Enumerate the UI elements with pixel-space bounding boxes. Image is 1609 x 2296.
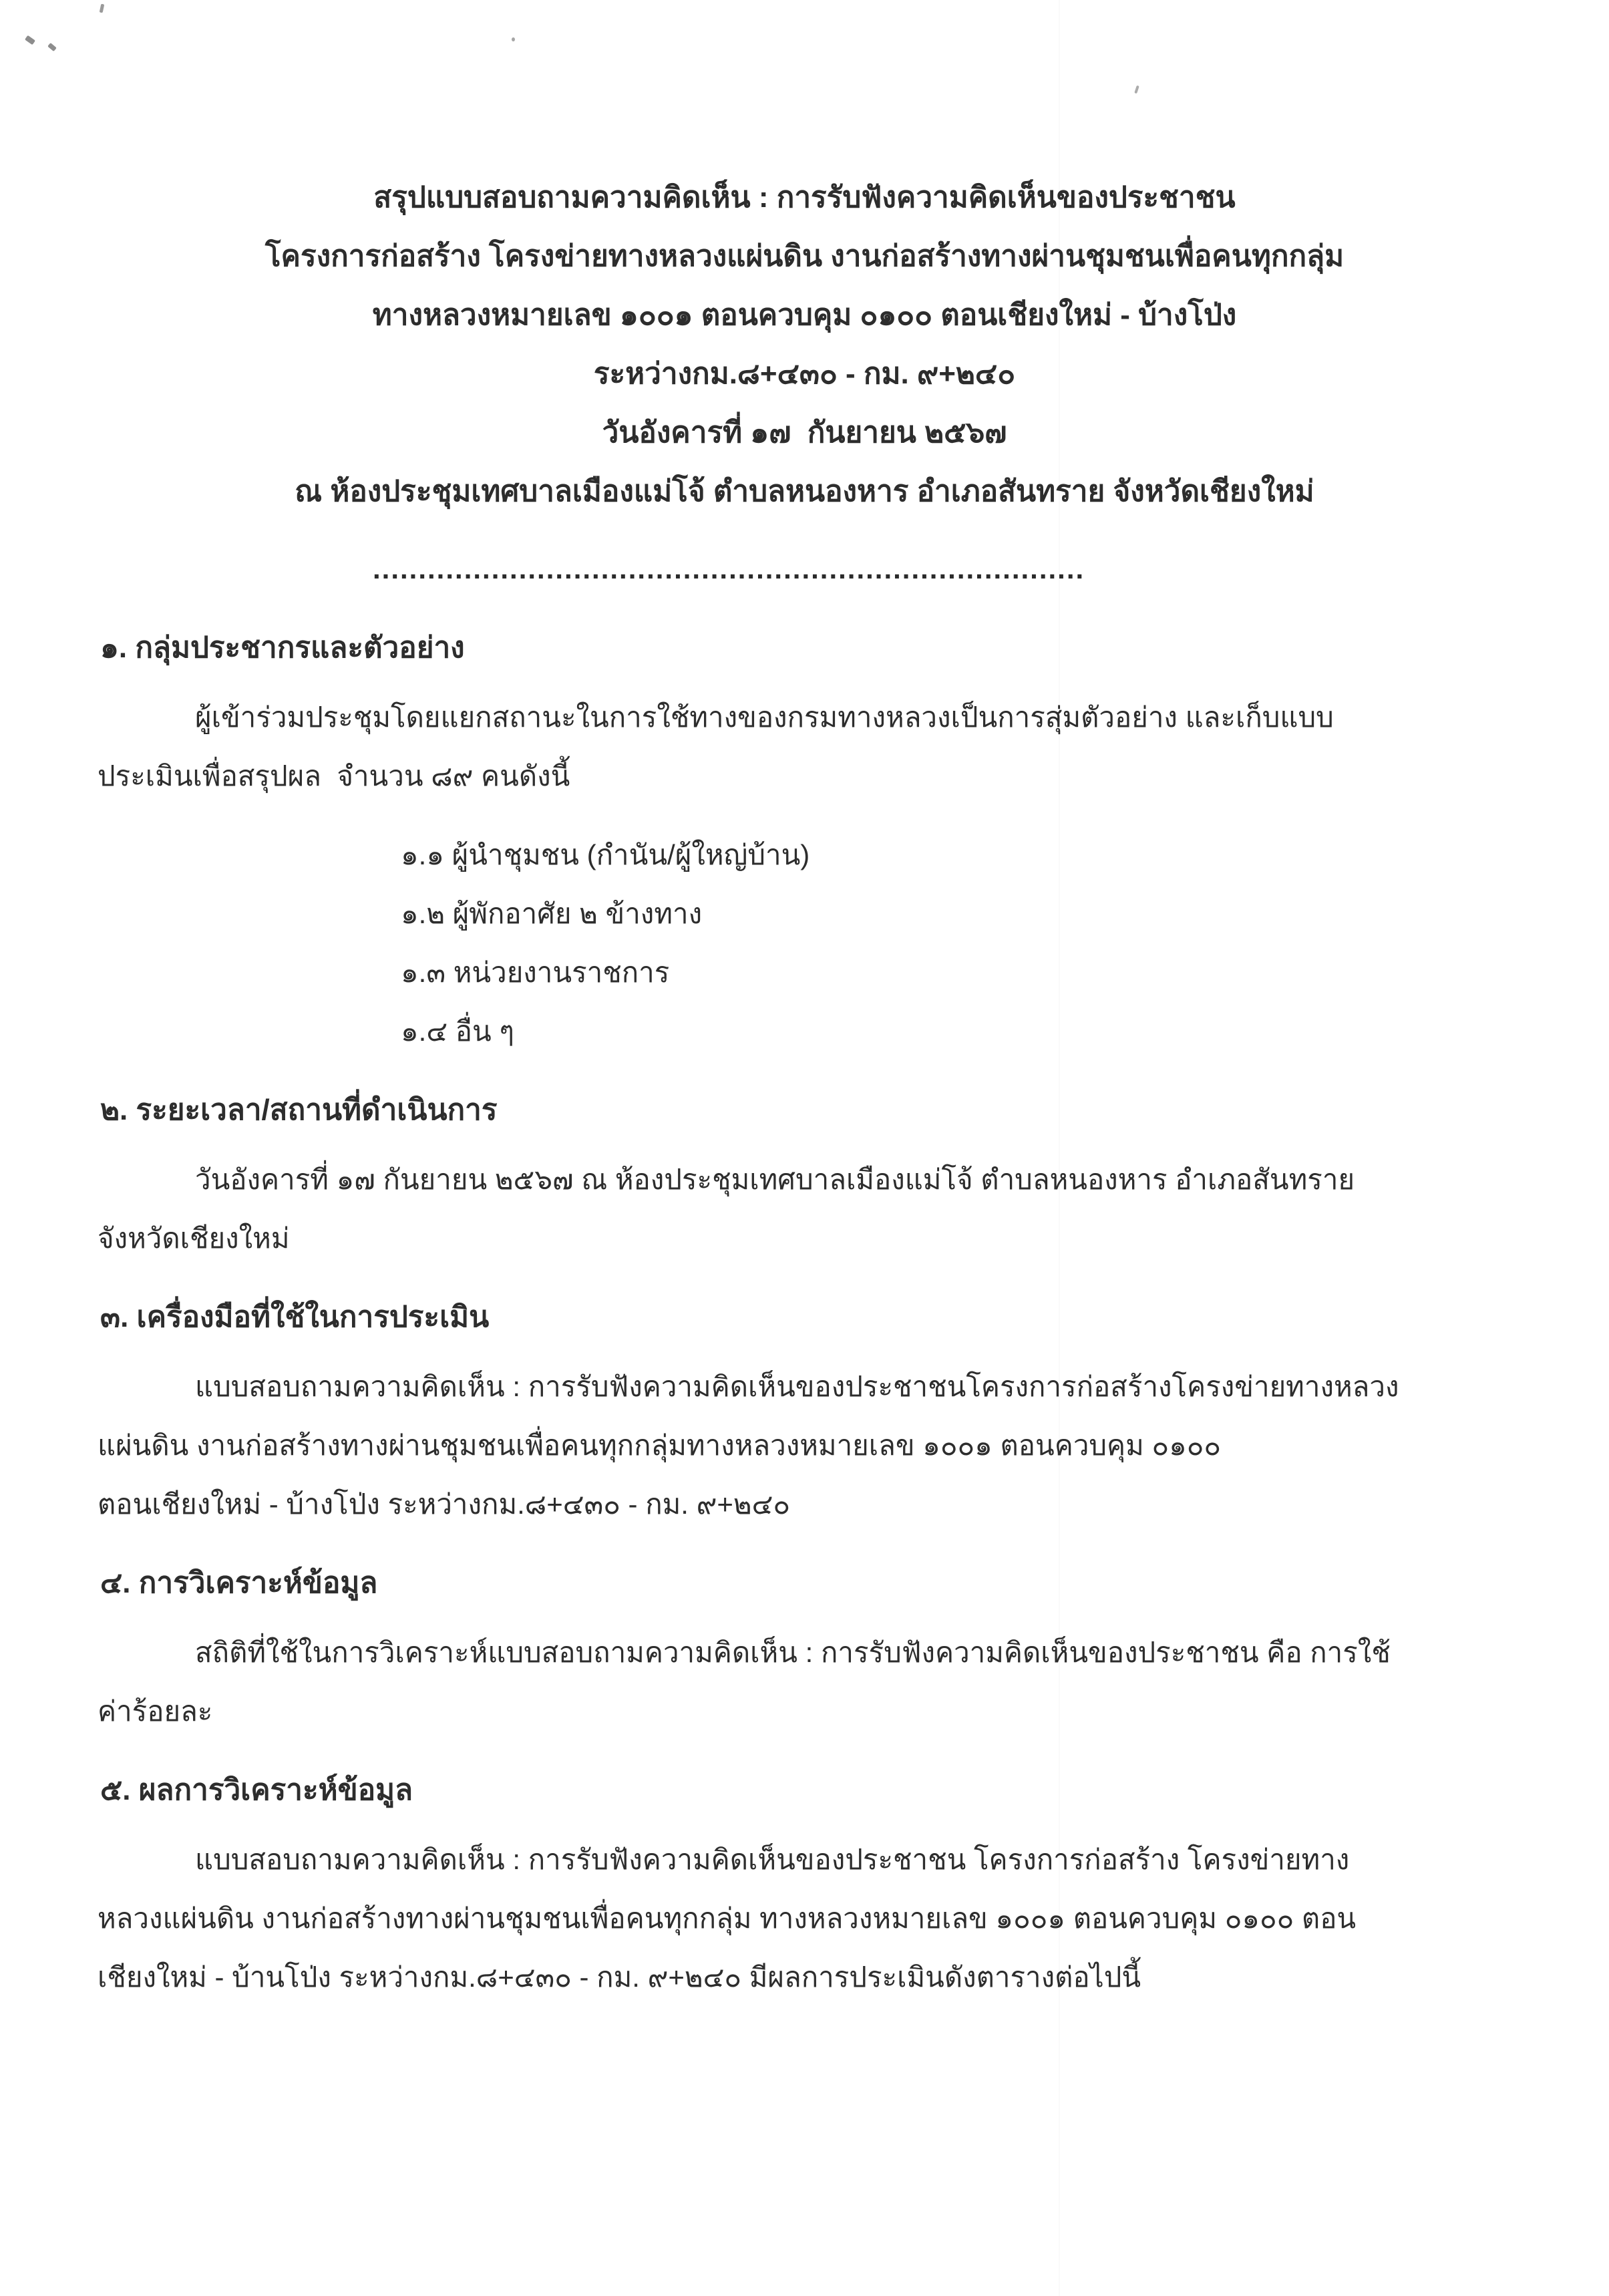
paragraph-line: แบบสอบถามความคิดเห็น : การรับฟังความคิดเห็นของประชาชน โครงการก่อสร้าง โครงข่ายทาง xyxy=(195,1844,1350,1875)
sample-group-list xyxy=(0,826,1609,1061)
section-heading: ๓. เครื่องมือที่ใช้ในการประเมิน xyxy=(100,1301,490,1333)
list-item: ๑.๔ อื่น ๆ xyxy=(401,1015,514,1047)
paragraph-line: เชียงใหม่ - บ้านโป่ง ระหว่างกม.๘+๔๓๐ - กม. ๙+๒๔๐ มีผลการประเมินดังตารางต่อไปนี้ xyxy=(98,1961,1141,1993)
list-item: ๑.๑ ผู้นำชุมชน (กำนัน/ผู้ใหญ่บ้าน) xyxy=(401,839,810,870)
section-heading: ๕. ผลการวิเคราะห์ข้อมูล xyxy=(100,1774,413,1806)
scan-fold-line xyxy=(1059,0,1060,2296)
section-heading: ๒. ระยะเวลา/สถานที่ดำเนินการ xyxy=(100,1094,498,1126)
scan-artifact xyxy=(512,37,515,41)
paragraph-line: วันอังคารที่ ๑๗ กันยายน ๒๕๖๗ ณ ห้องประชุมเทศบาลเมืองแม่โจ้ ตำบลหนองหาร อำเภอสันทราย xyxy=(195,1164,1355,1195)
paragraph-line: ประเมินเพื่อสรุปผล จำนวน ๘๙ คนดังนี้ xyxy=(98,760,570,792)
document-title-line-5: วันอังคารที่ ๑๗ กันยายน ๒๕๖๗ xyxy=(602,416,1007,449)
section-evaluation-tool xyxy=(0,1288,1609,1534)
section-data-analysis xyxy=(0,1554,1609,1741)
list-item: ๑.๓ หน่วยงานราชการ xyxy=(401,957,670,988)
paragraph-line: ผู้เข้าร่วมประชุมโดยแยกสถานะในการใช้ทางของกรมทางหลวงเป็นการสุ่มตัวอย่าง และเก็บแบบ xyxy=(195,701,1334,733)
section-time-and-place xyxy=(0,1081,1609,1268)
paragraph-line: สถิติที่ใช้ในการวิเคราะห์แบบสอบถามความคิดเห็น : การรับฟังความคิดเห็นของประชาชน คือ การใช้ xyxy=(195,1637,1391,1668)
document-title-line-4: ระหว่างกม.๘+๔๓๐ - กม. ๙+๒๔๐ xyxy=(593,357,1016,390)
paragraph-line: แบบสอบถามความคิดเห็น : การรับฟังความคิดเห็นของประชาชนโครงการก่อสร้างโครงข่ายทางหลวง xyxy=(195,1371,1399,1402)
paragraph-line: หลวงแผ่นดิน งานก่อสร้างทางผ่านชุมชนเพื่อคนทุกกลุ่ม ทางหลวงหมายเลข ๑๐๐๑ ตอนควบคุม ๐๑๐๐ ตอน xyxy=(98,1903,1357,1934)
section-analysis-results xyxy=(0,1761,1609,2007)
paragraph-line: แผ่นดิน งานก่อสร้างทางผ่านชุมชนเพื่อคนทุกกลุ่มทางหลวงหมายเลข ๑๐๐๑ ตอนควบคุม ๐๑๐๐ xyxy=(98,1430,1222,1461)
paragraph-line: ค่าร้อยละ xyxy=(98,1695,213,1727)
list-item: ๑.๒ ผู้พักอาศัย ๒ ข้างทาง xyxy=(401,898,703,929)
paragraph-line: จังหวัดเชียงใหม่ xyxy=(98,1222,290,1254)
document-title-line-2: โครงการก่อสร้าง โครงข่ายทางหลวงแผ่นดิน งานก่อสร้างทางผ่านชุมชนเพื่อคนทุกกลุ่ม xyxy=(264,240,1345,273)
paragraph-line: ตอนเชียงใหม่ - บ้างโป่ง ระหว่างกม.๘+๔๓๐ - กม. ๙+๒๔๐ xyxy=(98,1488,791,1520)
dotted-separator: .............................................................................. xyxy=(373,553,1085,585)
section-heading: ๑. กลุ่มประชากรและตัวอย่าง xyxy=(100,631,465,664)
document-title-line-1: สรุปแบบสอบถามความคิดเห็น : การรับฟังความคิดเห็นของประชาชน xyxy=(373,181,1236,214)
document-title-line-3: ทางหลวงหมายเลข ๑๐๐๑ ตอนควบคุม ๐๑๐๐ ตอนเชียงใหม่ - บ้างโป่ง xyxy=(372,299,1237,331)
section-population-and-sample xyxy=(0,619,1609,1061)
document-title-block xyxy=(0,168,1609,599)
document-title-line-6: ณ ห้องประชุมเทศบาลเมืองแม่โจ้ ตำบลหนองหาร อำเภอสันทราย จังหวัดเชียงใหม่ xyxy=(295,475,1314,508)
section-heading: ๔. การวิเคราะห์ข้อมูล xyxy=(100,1567,378,1599)
